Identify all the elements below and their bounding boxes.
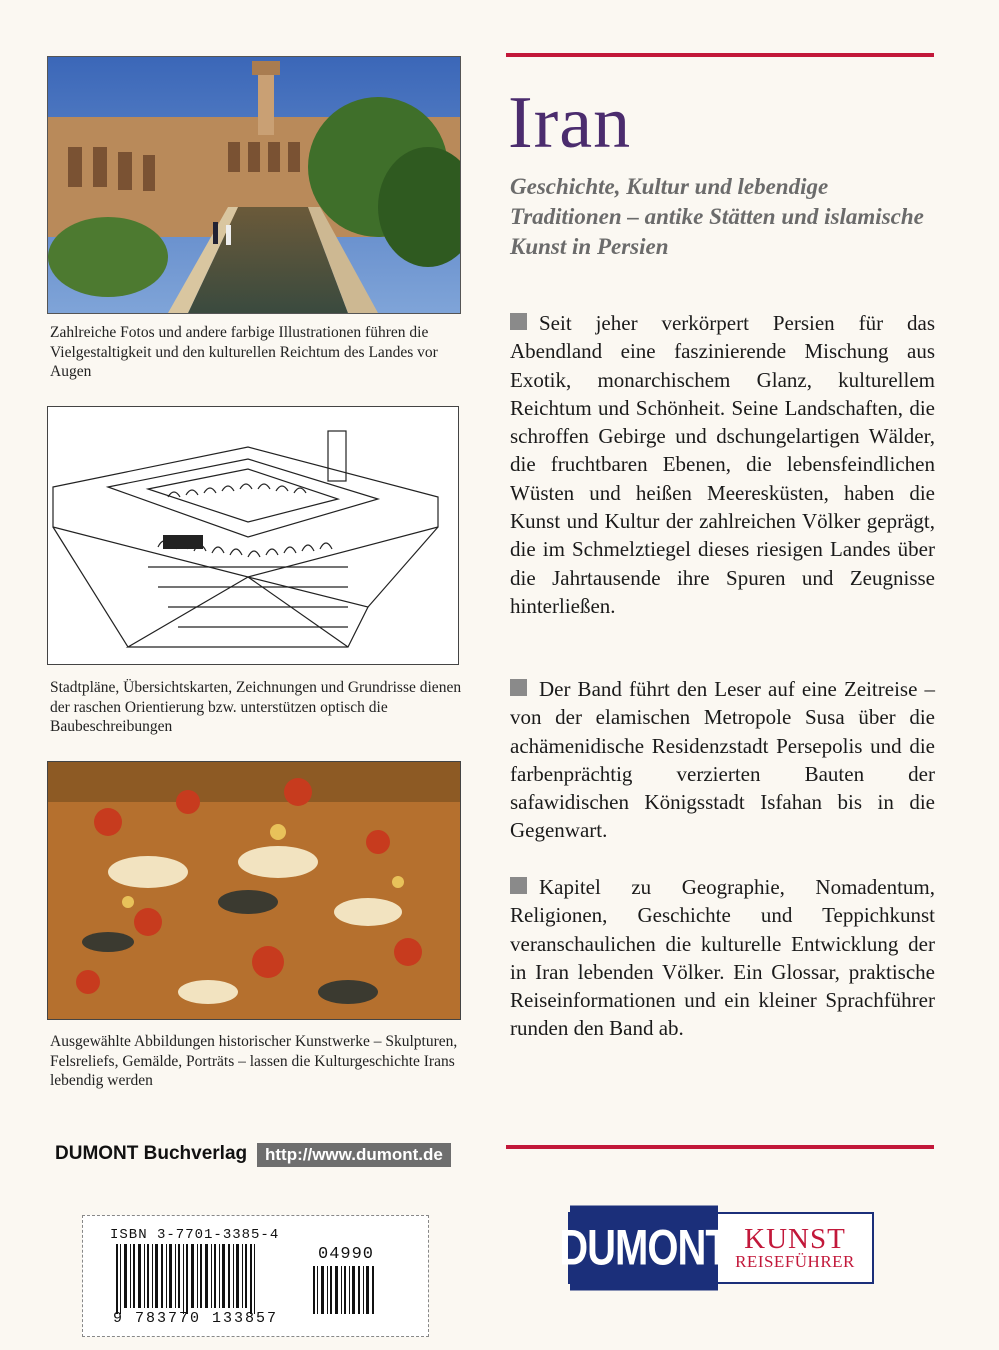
miniature-painting <box>47 761 461 1020</box>
ean-number: 9 783770 133857 <box>113 1310 279 1327</box>
square-bullet-icon <box>510 679 527 696</box>
battle-painting-image <box>48 762 460 1019</box>
description-paragraph-3 <box>510 873 935 1043</box>
book-subtitle: Geschichte, Kultur und lebendige Traditionen – antike Stätten und islamische Kunst in Persien <box>510 174 924 259</box>
description-paragraph-1 <box>510 309 935 620</box>
publisher-name: DUMONT Buchverlag <box>55 1143 248 1164</box>
isometric-building-drawing <box>48 407 458 664</box>
logo-series-line1: KUNST <box>744 1223 846 1255</box>
book-title: Iran <box>508 82 632 164</box>
logo-series <box>718 1214 872 1282</box>
square-bullet-icon <box>510 877 527 894</box>
isbn-number: ISBN 3-7701-3385-4 <box>110 1227 280 1243</box>
paragraph-text: Kapitel zu Geographie, Nomadentum, Religionen, Geschichte und Teppichkunst veranschaulichen die kulturelle Entwicklung der in Iran lebenden Völker. Ein Glossar, praktische Reiseinformationen und ein kleiner Sprachführer runden den Band ab. <box>510 875 935 1041</box>
logo-brand: DUMONT <box>570 1206 718 1291</box>
logo-series-line2: REISEFÜHRER <box>735 1252 855 1271</box>
drawing-caption: Stadtpläne, Übersichtskarten, Zeichnungen und Grundrisse dienen der raschen Orientierung bzw. unterstützen optisch die Baubeschreibungen <box>50 679 462 735</box>
courtyard-photo <box>47 56 461 314</box>
square-bullet-icon <box>510 313 527 330</box>
painting-caption: Ausgewählte Abbildungen historischer Kunstwerke – Skulpturen, Felsreliefs, Gemälde, Porträts – lassen die Kulturgeschichte Irans lebendig werden <box>50 1033 458 1089</box>
paragraph-text: Der Band führt den Leser auf eine Zeitreise – von der elamischen Metropole Susa über die achämenidische Residenzstadt Persepolis und die farbenprächtig verzierten Bauten der safawidischen Königsstadt Isfahan bis in die Gegenwart. <box>510 677 935 843</box>
courtyard-photo-image <box>48 57 460 313</box>
photo-caption: Zahlreiche Fotos und andere farbige Illustrationen führen die Vielgestaltigkeit und den kulturellen Reichtum des Landes vor Augen <box>50 324 438 380</box>
dumont-logo <box>559 1212 874 1284</box>
description-paragraph-2 <box>510 675 935 845</box>
publisher-url[interactable]: http://www.dumont.de <box>257 1143 451 1167</box>
paragraph-text: Seit jeher verkörpert Persien für das Abendland eine faszinierende Mischung aus Exotik, monarchischem Glanz, kulturellem Reichtum und Schönheit. Seine Landschaften, die schroffen Gebirge und dschungelartigen Wälder, die fruchtbaren Ebenen, die lebensfeindlichen Wüsten und heißen Meeresküsten, haben die Kunst und Kultur der zahlreichen Völker geprägt, die im Schmelztiegel dieses riesigen Landes über die Jahrtausende ihre Spuren und Zeugnisse hinterließen. <box>510 311 935 618</box>
bottom-rule <box>506 1145 934 1149</box>
top-rule <box>506 53 934 57</box>
price-code: 04990 <box>318 1245 375 1264</box>
architecture-drawing <box>47 406 459 665</box>
